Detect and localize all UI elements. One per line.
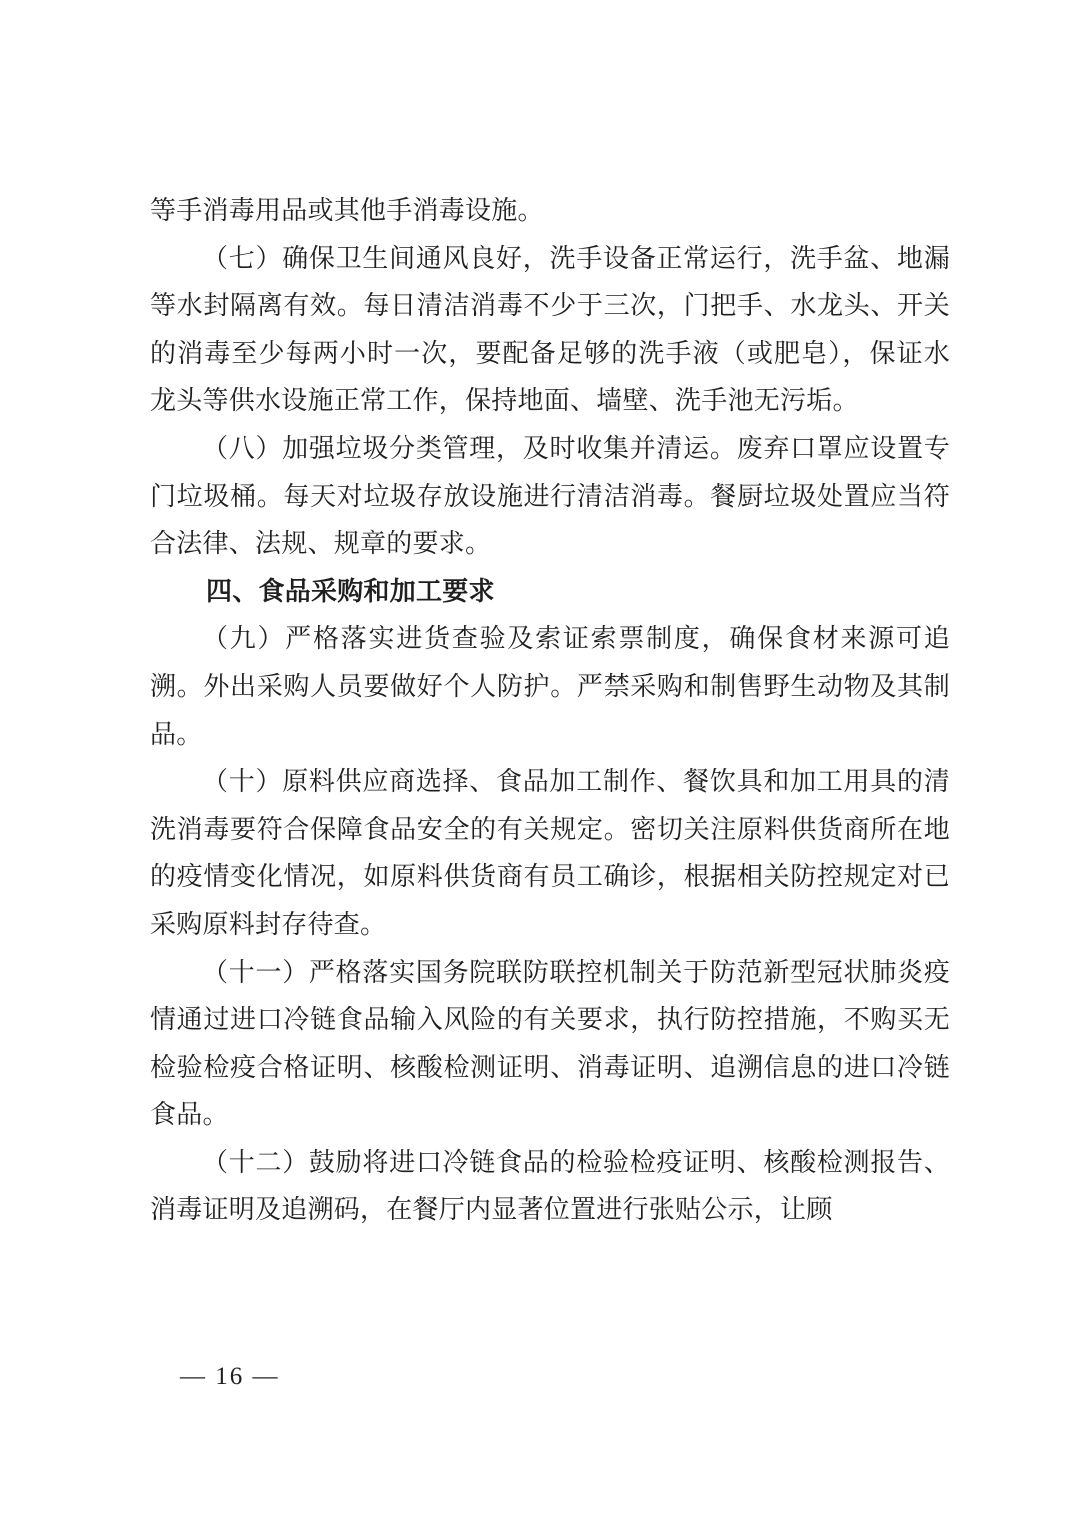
paragraph-item-12: （十二）鼓励将进口冷链食品的检验检疫证明、核酸检测报告、消毒证明及追溯码，在餐厅内显著位置进行张贴公示，让顾	[150, 1147, 950, 1226]
paragraph-item-8: （八）加强垃圾分类管理，及时收集并清运。废弃口罩应设置专门垃圾桶。每天对垃圾存放设施进行清洁消毒。餐厨垃圾处置应当符合法律、法规、规章的要求。	[150, 433, 950, 560]
paragraph-item-11: （十一）严格落实国务院联防联控机制关于防范新型冠状肺炎疫情通过进口冷链食品输入风险的有关要求，执行防控措施，不购买无检验检疫合格证明、核酸检测证明、消毒证明、追溯信息的进口冷链食品。	[150, 957, 950, 1131]
paragraph-item-7: （七）确保卫生间通风良好，洗手设备正常运行，洗手盆、地漏等水封隔离有效。每日清洁消毒不少于三次，门把手、水龙头、开关的消毒至少每两小时一次，要配备足够的洗手液（或肥皂），保证水龙头等供水设施正常工作，保持地面、墙壁、洗手池无污垢。	[150, 243, 950, 417]
page-number: — 16 —	[180, 1363, 280, 1390]
paragraph-item-10: （十）原料供应商选择、食品加工制作、餐饮具和加工用具的清洗消毒要符合保障食品安全的有关规定。密切关注原料供货商所在地的疫情变化情况，如原料供货商有员工确诊，根据相关防控规定对已采购原料封存待查。	[150, 767, 950, 940]
document-body	[150, 188, 950, 1235]
section-heading: 四、食品采购和加工要求	[206, 576, 495, 607]
paragraph-item-9: （九）严格落实进货查验及索证索票制度，确保食材来源可追溯。外出采购人员要做好个人防护。严禁采购和制售野生动物及其制品。	[150, 624, 950, 750]
paragraph-continuation: 等手消毒用品或其他手消毒设施。	[150, 196, 544, 226]
